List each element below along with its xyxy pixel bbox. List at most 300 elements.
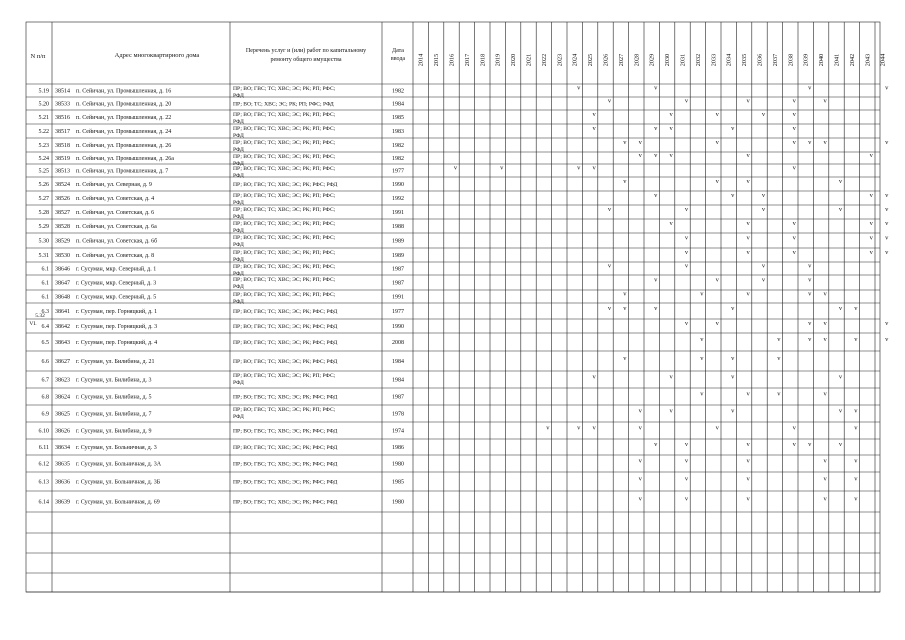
- schedule-mark: v: [700, 336, 704, 343]
- row-built-year: 1985: [392, 479, 404, 486]
- row-services: РФД: [233, 228, 244, 234]
- row-address: г. Сусуман, ул. Больничная, д. 69: [76, 499, 160, 506]
- schedule-mark: v: [684, 206, 689, 213]
- row-number: 5.23: [38, 143, 49, 149]
- year-header: 2040: [818, 53, 826, 67]
- schedule-mark: v: [761, 206, 766, 213]
- schedule-mark: v: [746, 220, 750, 227]
- schedule-mark: v: [885, 320, 889, 327]
- schedule-mark: v: [792, 220, 796, 227]
- row-built-year: 1987: [392, 394, 404, 401]
- row-code: 38624: [55, 394, 70, 401]
- schedule-mark: v: [731, 192, 735, 199]
- row-services: РФД: [233, 173, 244, 179]
- table-row: [39, 220, 890, 234]
- row-number: 6.8: [41, 394, 49, 401]
- row-code: 38648: [55, 294, 70, 301]
- row-address: п. Сейичан, ул. Советская, д. 6а: [76, 224, 157, 230]
- year-header: 2020: [510, 53, 518, 67]
- year-header: 2042: [848, 53, 856, 67]
- year-header: 2034: [725, 53, 733, 67]
- row-services: РФД: [233, 93, 244, 99]
- year-header: 2026: [602, 53, 610, 67]
- table-row: [42, 391, 828, 401]
- schedule-mark: v: [823, 336, 827, 343]
- schedule-mark: v: [761, 276, 766, 284]
- schedule-mark: v: [792, 111, 796, 118]
- row-number: 5.22: [38, 129, 49, 135]
- schedule-mark: v: [684, 441, 689, 448]
- schedule-mark: v: [654, 84, 658, 92]
- schedule-mark: v: [715, 139, 719, 146]
- row-code: 38627: [55, 359, 70, 365]
- schedule-mark: v: [792, 249, 796, 256]
- schedule-mark: v: [869, 234, 873, 242]
- year-header: 2030: [664, 53, 672, 67]
- schedule-mark: v: [592, 424, 596, 432]
- row-code: 38625: [55, 411, 70, 418]
- year-header: 2025: [587, 53, 595, 67]
- row-services: РФД: [233, 242, 244, 248]
- row-number: 5.20: [38, 101, 49, 108]
- row-code: 38513: [55, 168, 70, 175]
- row-address: г. Сусуман, пер. Горняцкий, д. 4: [76, 340, 158, 346]
- row-built-year: 1984: [392, 377, 404, 384]
- schedule-mark: v: [654, 276, 658, 284]
- table-row: [39, 425, 859, 435]
- schedule-mark: v: [577, 164, 581, 172]
- schedule-mark: v: [638, 139, 642, 146]
- row-number: 5.29: [38, 224, 49, 230]
- schedule-mark: v: [838, 206, 843, 213]
- row-services: ПР; ВО; ГВС; ТС; ХВС; ЭС; РК; РП; РФС;: [233, 373, 336, 379]
- row-address: г. Сусуман, ул. Больничная, д. 3А: [76, 461, 162, 468]
- row-code: 38516: [55, 115, 70, 121]
- row-address: г. Сусуман, ул. Больничная, д. 3Б: [76, 479, 161, 486]
- table-row: [39, 206, 890, 220]
- row-services: ПР; ВО; ГВС; ТС; ХВС; ЭС; РК; РП; РФС;: [233, 407, 336, 413]
- row-address: п. Сейичан, ул. Промышленная, д. 26а: [76, 156, 174, 162]
- schedule-mark: v: [823, 390, 827, 398]
- row-services: ПР; ВО; ГВС; ТС; ХВС; ЭС; РК; РП; РФС;: [233, 221, 336, 227]
- schedule-mark: v: [669, 373, 673, 381]
- row-address: п. Сейичан, ул. Промышленная, д. 26: [76, 143, 172, 149]
- schedule-mark: v: [761, 192, 766, 199]
- schedule-mark: v: [592, 111, 596, 118]
- schedule-mark: v: [684, 234, 689, 242]
- row-services: ПР; ВО; ГВС; ТС; ХВС; ЭС; РК; РФС; РФД: [233, 445, 338, 451]
- schedule-mark: v: [838, 407, 843, 415]
- table-row: [42, 320, 890, 330]
- schedule-mark: v: [838, 441, 843, 448]
- schedule-mark: v: [854, 305, 858, 312]
- row-address: п. Сейичан, ул. Промышленная, д. 20: [76, 101, 172, 108]
- schedule-mark: v: [607, 206, 612, 213]
- year-header: 2019: [494, 53, 502, 67]
- row-address: п. Сейичан, ул. Советская, д. 6: [76, 210, 155, 216]
- schedule-mark: v: [654, 152, 658, 159]
- schedule-mark: v: [500, 164, 504, 172]
- row-services: РФД: [233, 200, 244, 206]
- row-number: 6.10: [38, 428, 49, 435]
- table-row: [39, 476, 859, 486]
- row-services: ПР; ВО; ГВС; ТС; ХВС; ЭС; РК; РФС; РФД: [233, 340, 338, 346]
- row-services: ПР; ВО; ГВС; ТС; ХВС; ЭС; РК; РФС; РФД: [233, 182, 338, 188]
- schedule-mark: v: [669, 407, 673, 415]
- schedule-mark: v: [684, 495, 689, 503]
- year-header: 2041: [833, 53, 841, 67]
- year-headers: [418, 54, 887, 66]
- schedule-mark: v: [792, 234, 796, 242]
- row-number: 5.19: [38, 88, 49, 95]
- table-row: [42, 277, 813, 291]
- year-header: 2033: [710, 53, 718, 67]
- schedule-mark: v: [746, 152, 750, 159]
- schedule-mark: v: [823, 475, 827, 483]
- row-address: г. Сусуман, ул. Билибина, д. 3: [76, 377, 152, 384]
- row-number: 6.13: [38, 479, 49, 486]
- schedule-mark: v: [623, 355, 627, 362]
- row-services: РФД: [233, 271, 244, 277]
- header-num-label: N п/п: [30, 53, 46, 60]
- row-built-year: 1989: [392, 238, 404, 245]
- table-row: [42, 373, 843, 386]
- row-built-year: 2008: [392, 340, 404, 346]
- schedule-mark: v: [715, 276, 719, 284]
- year-header: 2014: [417, 53, 425, 67]
- schedule-mark: v: [623, 139, 627, 146]
- schedule-mark: v: [623, 290, 627, 298]
- schedule-mark: v: [607, 305, 612, 312]
- row-built-year: 1977: [392, 168, 404, 175]
- year-header: 2018: [479, 53, 487, 67]
- row-services: ПР; ВО; ГВС; ТС; ХВС; ЭС; РК; РП; РФС;: [233, 166, 336, 172]
- row-address: г. Сусуман, ул. Билибина, д. 5: [76, 394, 152, 401]
- schedule-mark: v: [823, 139, 827, 146]
- schedule-mark: v: [808, 441, 812, 448]
- row-number: 5.31: [38, 253, 49, 259]
- schedule-mark: v: [700, 355, 704, 362]
- row-address: п. Сейичан, ул. Северная, д. 9: [76, 182, 152, 188]
- row-services: РФД: [233, 380, 244, 386]
- row-address: г. Сусуман, ул. Билибина, д. 9: [76, 428, 152, 435]
- schedule-mark: v: [746, 178, 750, 185]
- row-services: ПР; ВО; ГВС; ТС; ХВС; ЭС; РК; РФС; РФД: [233, 309, 338, 315]
- schedule-mark: v: [669, 152, 673, 159]
- row-number: 6.1: [41, 266, 49, 273]
- table-row: [39, 111, 797, 125]
- header-year-label-1: Дата: [392, 48, 404, 54]
- row-address: г. Сусуман, ул. Билибина, д. 21: [76, 359, 155, 365]
- row-services: РФД: [233, 133, 244, 139]
- row-built-year: 1982: [392, 143, 404, 149]
- schedule-mark: v: [885, 249, 889, 256]
- schedule-mark: v: [792, 97, 796, 105]
- row-address: п. Сейичан, ул. Советская, д. 6б: [76, 238, 158, 245]
- row-number: 6.3: [41, 309, 49, 315]
- row-address: п. Сейичан, ул. Советская, д. 4: [76, 196, 155, 202]
- row-address: г. Сусуман, пер. Горняцкий, д. 1: [76, 309, 158, 315]
- row-services: ПР; ВО; ГВС; ТС; ХВС; ЭС; РК; РП; РФС;: [233, 126, 336, 132]
- row-number: 6.1: [41, 280, 49, 287]
- schedule-mark: v: [746, 441, 750, 448]
- row-services: ПР; ВО; ГВС; ТС; ХВС; ЭС; РК; РП; РФС;: [233, 112, 336, 118]
- table-row: [39, 496, 859, 506]
- row-code: 38643: [55, 340, 70, 346]
- schedule-mark: v: [746, 457, 750, 465]
- table-row: [39, 192, 890, 206]
- schedule-mark: v: [669, 125, 673, 132]
- schedule-mark: v: [838, 373, 843, 381]
- year-header: 2016: [448, 53, 456, 67]
- row-code: 38514: [55, 88, 70, 95]
- schedule-mark: v: [638, 475, 642, 483]
- row-code: 38646: [55, 266, 70, 273]
- row-services: ПР; ВО; ГВС; ТС; ХВС; ЭС; РК; РФС; РФД: [233, 359, 338, 365]
- year-header: 2031: [679, 53, 687, 67]
- schedule-mark: v: [854, 475, 858, 483]
- schedule-mark: v: [885, 139, 889, 146]
- schedule-mark: v: [669, 111, 673, 118]
- row-services: РФД: [233, 299, 244, 305]
- row-built-year: 1980: [392, 461, 404, 468]
- table-grid: [26, 22, 880, 592]
- table-row: [39, 139, 890, 153]
- schedule-mark: v: [792, 441, 796, 448]
- schedule-mark: v: [669, 220, 673, 227]
- schedule-mark: v: [731, 373, 735, 381]
- year-header: 2021: [525, 53, 533, 67]
- row-address: п. Сейичан, ул. Промышленная, д. 7: [76, 168, 169, 175]
- table-row: [42, 336, 890, 346]
- row-code: 38623: [55, 377, 70, 384]
- row-address: п. Сейичан, ул. Промышленная, д. 16: [76, 88, 172, 95]
- row-built-year: 1985: [392, 115, 404, 121]
- schedule-mark: v: [808, 262, 812, 270]
- row-services: ПР; ВО; ГВС; ТС; ХВС; ЭС; РК; РП; РФС;: [233, 140, 336, 146]
- row-services: ПР; ВО; ГВС; ТС; ХВС; ЭС; РК; РП; РФС;: [233, 264, 336, 270]
- schedule-mark: v: [638, 424, 642, 432]
- schedule-mark: v: [715, 111, 719, 118]
- row-address: г. Сусуман, мкр. Северный, д. 3: [76, 280, 157, 287]
- schedule-mark: v: [869, 152, 873, 159]
- row-built-year: 1977: [392, 309, 404, 315]
- schedule-mark: v: [654, 192, 658, 199]
- schedule-mark: v: [546, 424, 550, 432]
- row-code: 38635: [55, 461, 70, 468]
- year-header: 2023: [556, 53, 564, 67]
- row-built-year: 1989: [392, 253, 404, 259]
- schedule-mark: v: [715, 178, 719, 185]
- row-code: 38642: [55, 324, 70, 330]
- row-number: 6.12: [38, 461, 49, 468]
- table-row: [39, 178, 843, 188]
- row-services: РФД: [233, 119, 244, 125]
- schedule-mark: v: [715, 424, 719, 432]
- row-code: 38529: [55, 238, 70, 245]
- row-address: п. Сейичан, ул. Промышленная, д. 22: [76, 115, 172, 121]
- year-header: 2036: [756, 53, 764, 67]
- row-code: 38533: [55, 101, 70, 108]
- schedule-mark: v: [885, 206, 889, 213]
- schedule-mark: v: [792, 164, 796, 172]
- schedule-mark: v: [684, 457, 689, 465]
- schedule-mark: v: [746, 495, 750, 503]
- row-built-year: 1982: [392, 156, 404, 162]
- row-services: ПР; ВО; ГВС; ТС; ХВС; ЭС; РК; РФС; РФД: [233, 324, 338, 330]
- schedule-mark: v: [823, 290, 827, 298]
- row-code: 38647: [55, 280, 70, 287]
- schedule-mark: v: [638, 152, 642, 159]
- schedule-mark: v: [746, 290, 750, 298]
- schedule-mark: v: [731, 305, 735, 312]
- row-number: 6.4: [41, 324, 49, 330]
- row-code: 38526: [55, 196, 70, 202]
- row-address: г. Сусуман, ул. Билибина, д. 7: [76, 411, 152, 418]
- stray-row-label: 5.32: [35, 313, 45, 319]
- table-row: [39, 441, 843, 451]
- schedule-mark: v: [623, 305, 627, 312]
- year-header: 2032: [694, 53, 702, 67]
- schedule-mark: v: [823, 457, 827, 465]
- row-number: 5.30: [38, 238, 49, 245]
- row-services: ПР; ВО; ГВС; ТС; ХВС; ЭС; РК; РП; РФС;: [233, 250, 336, 256]
- schedule-mark: v: [869, 192, 873, 199]
- row-built-year: 1987: [392, 266, 404, 273]
- schedule-mark: v: [638, 495, 642, 503]
- schedule-mark: v: [885, 234, 889, 242]
- row-built-year: 1991: [392, 210, 404, 216]
- schedule-mark: v: [869, 220, 873, 227]
- schedule-mark: v: [823, 495, 827, 503]
- row-services: РФД: [233, 161, 244, 167]
- schedule-mark: v: [761, 262, 766, 270]
- row-number: 5.26: [38, 182, 49, 188]
- row-built-year: 1983: [392, 129, 404, 135]
- header-services-label-1: Перечень услуг и (или) работ по капитальному: [245, 48, 367, 54]
- schedule-mark: v: [808, 276, 812, 284]
- row-built-year: 1978: [392, 411, 404, 418]
- row-number: 6.1: [41, 294, 49, 301]
- year-header: 2015: [433, 53, 441, 67]
- row-built-year: 1992: [392, 196, 404, 202]
- row-services: ПР; ВО; ГВС; ТС; ХВС; ЭС; РК; РП; РФС;: [233, 235, 336, 241]
- schedule-mark: v: [607, 262, 612, 270]
- schedule-mark: v: [684, 97, 689, 105]
- row-address: г. Сусуман, пер. Горняцкий, д. 3: [76, 324, 158, 330]
- year-header: 2037: [771, 53, 779, 67]
- schedule-mark: v: [808, 84, 812, 92]
- row-services: РФД: [233, 284, 244, 290]
- year-header: 2017: [463, 53, 471, 67]
- schedule-mark: v: [777, 355, 781, 362]
- row-built-year: 1990: [392, 182, 404, 188]
- schedule-mark: v: [885, 336, 889, 343]
- schedule-mark: v: [731, 407, 735, 415]
- row-code: 38528: [55, 224, 70, 230]
- table-row: [42, 355, 782, 365]
- row-built-year: 1984: [392, 101, 404, 108]
- year-header: 2027: [617, 53, 625, 67]
- row-code: 38524: [55, 182, 70, 188]
- schedule-mark: v: [684, 262, 689, 270]
- table-row: [39, 458, 859, 468]
- row-number: 6.6: [41, 359, 49, 365]
- schedule-mark: v: [746, 234, 750, 242]
- year-header: 2039: [802, 53, 810, 67]
- schedule-mark: v: [746, 97, 750, 105]
- row-number: 5.27: [38, 196, 49, 202]
- schedule-mark: v: [638, 407, 642, 415]
- schedule-mark: v: [854, 457, 858, 465]
- row-built-year: 1988: [392, 224, 404, 230]
- row-built-year: 1990: [392, 324, 404, 330]
- row-built-year: 1974: [392, 428, 404, 435]
- schedule-mark: v: [854, 407, 858, 415]
- year-header: 2028: [633, 53, 641, 67]
- schedule-mark: v: [808, 336, 812, 343]
- schedule-mark: v: [808, 320, 812, 327]
- row-services: ПР; ВО; ГВС; ТС; ХВС; ЭС; РК; РФС; РФД: [233, 461, 338, 468]
- schedule-mark: v: [453, 164, 458, 172]
- year-header: 2043: [864, 53, 872, 67]
- row-number: 6.7: [41, 377, 49, 384]
- schedule-mark: v: [592, 164, 596, 172]
- year-header: 2035: [741, 53, 749, 67]
- table-row: [42, 305, 859, 315]
- row-services: РФД: [233, 147, 244, 153]
- schedule-mark: v: [623, 178, 627, 185]
- schedule-mark: v: [700, 390, 704, 398]
- schedule-mark: v: [838, 305, 843, 312]
- schedule-mark: v: [592, 125, 596, 132]
- row-code: 38527: [55, 210, 70, 216]
- table-row: [39, 125, 797, 139]
- schedule-mark: v: [746, 390, 750, 398]
- schedule-mark: v: [746, 249, 750, 256]
- schedule-mark: v: [854, 424, 858, 432]
- schedule-mark: v: [731, 355, 735, 362]
- row-number: 5.28: [38, 210, 49, 216]
- row-code: 38639: [55, 499, 70, 506]
- row-number: 5.25: [38, 168, 49, 175]
- row-services: ПР; ВО; ГВС; ТС; ХВС; ЭС; РК; РП; РФС;: [233, 193, 336, 199]
- row-built-year: 1982: [392, 88, 404, 95]
- row-code: 38530: [55, 253, 70, 259]
- row-services: ПР; ВО; ГВС; ТС; ХВС; ЭС; РК; РП; РФС;: [233, 292, 336, 298]
- row-services: РФД: [233, 257, 244, 263]
- row-code: 38634: [55, 445, 70, 451]
- schedule-mark: v: [654, 125, 658, 132]
- section-numeral: VI.: [29, 321, 37, 327]
- row-address: п. Сейичан, ул. Промышленная, д. 24: [76, 129, 172, 135]
- header-address-label: Адрес многоквартирного дома: [114, 52, 200, 59]
- year-header: 2022: [540, 53, 548, 67]
- row-services: ПР; ВО; ГВС; ТС; ХВС; ЭС; РК; РФС; РФД: [233, 479, 338, 486]
- row-services: ПР; ВО; ГВС; ТС; ХВС; ЭС; РК; РФС; РФД: [233, 394, 338, 401]
- row-services: ПР; ВО; ГВС; ТС; ХВС; ЭС; РК; РП; РФС;: [233, 207, 336, 213]
- year-header: 2024: [571, 53, 579, 67]
- row-number: 6.9: [41, 411, 49, 418]
- year-header: 2044: [879, 53, 887, 67]
- schedule-mark: v: [808, 290, 812, 298]
- schedule-mark: v: [823, 320, 827, 327]
- row-number: 5.21: [38, 115, 49, 121]
- schedule-mark: v: [823, 97, 827, 105]
- table-row: [39, 249, 890, 263]
- schedule-mark: v: [777, 336, 781, 343]
- schedule-mark: v: [854, 336, 858, 343]
